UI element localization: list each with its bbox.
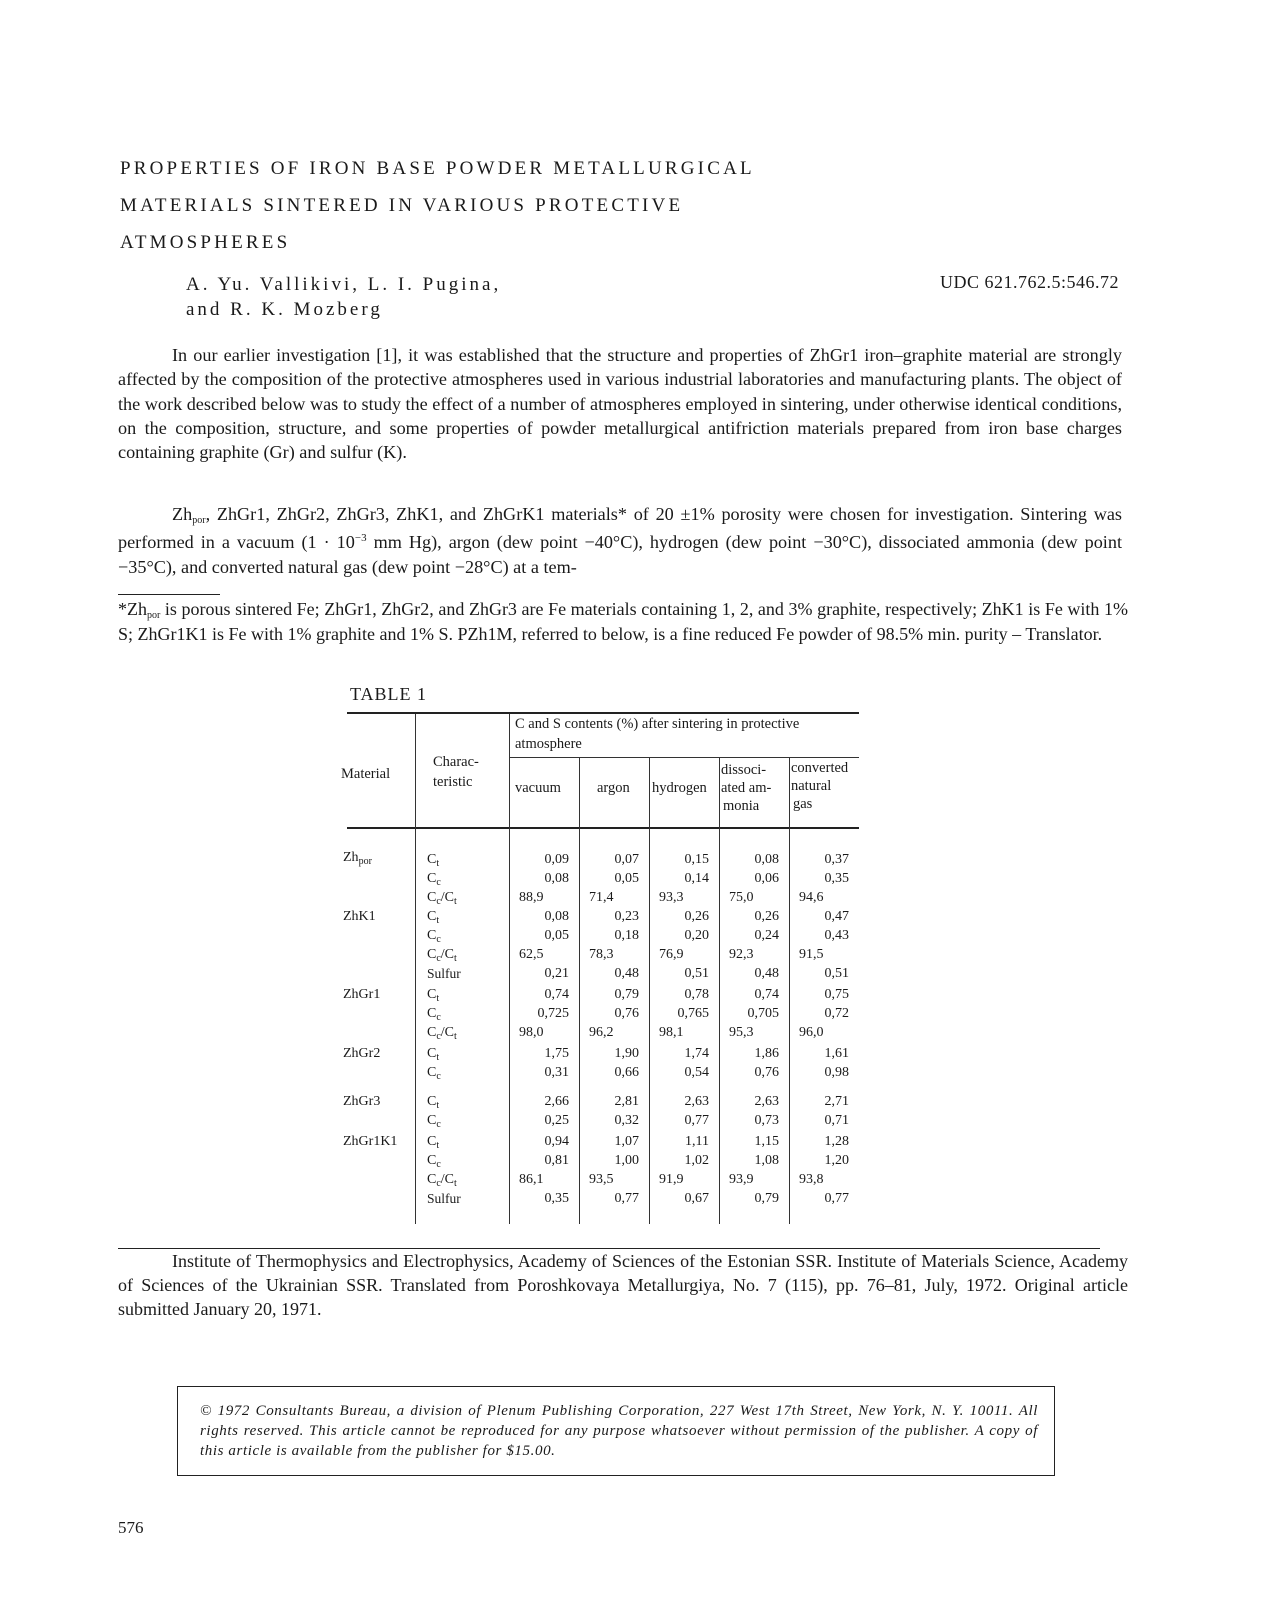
table-value-cell: 93,8 [799,1172,824,1187]
characteristic-subscript: c [436,934,441,945]
table-value-cell: 0,37 [824,852,849,867]
title-line-3: ATMOSPHERES [120,232,291,253]
table-value-cell: 0,77 [684,1113,709,1128]
table-value-cell: 0,06 [754,871,779,886]
characteristic-cell [427,985,439,1004]
material-name: ZhGr1 [343,987,381,1002]
table-value-cell: 93,9 [729,1172,754,1187]
table-value-cell: 0,77 [824,1191,849,1206]
characteristic-subscript: c [436,1031,441,1042]
table-value-cell: 0,79 [614,987,639,1002]
table-value-cell: 0,765 [677,1006,709,1021]
header-dissociated-3: monia [723,798,760,814]
materials-text-b: mm Hg), argon (dew point −40°C), hydrogen (dew point −30°C), dissociated ammonia (dew point −35°C), and converted natural gas (dew point −28°C) at a tem- [118,532,1122,577]
characteristic-cell [427,1170,457,1189]
table-value-cell: 0,14 [684,871,709,886]
header-group-2: atmosphere [515,736,582,752]
characteristic-symbol-2: /C [440,890,455,905]
footnote-lead: *Zh [118,599,147,619]
table-value-cell: 2,71 [824,1094,849,1109]
table-value-cell: 0,73 [754,1113,779,1128]
table-value-cell: 0,54 [684,1065,709,1080]
characteristic-cell [427,964,461,983]
table-value-cell: 0,15 [684,852,709,867]
characteristic-cell [427,1189,461,1208]
characteristic-cell [427,869,441,888]
characteristic-symbol: C [427,1134,437,1149]
table-value-cell: 0,75 [824,987,849,1002]
table-value-cell: 0,31 [544,1065,569,1080]
characteristic-subscript-2: t [454,1178,457,1189]
table-value-cell: 0,48 [754,966,779,981]
header-vacuum: vacuum [515,780,561,796]
author-list [186,272,501,322]
table-value-cell: 86,1 [519,1172,544,1187]
characteristic-subscript: c [436,1178,441,1189]
institute-affiliation: Institute of Thermophysics and Electrophysics, Academy of Sciences of the Estonian SSR. Institute of Materials Science, Academy of Sciences of the Ukrainian SSR. Translated from Poroshkovaya Metallurgiya, No. 7 (115), pp. 76–81, July, 1972. Original article submitted January 20, 1971. [118,1251,1128,1319]
table-value-cell: 93,5 [589,1172,614,1187]
table-value-cell: 91,5 [799,947,824,962]
table-value-cell: 78,3 [589,947,614,962]
table-value-cell: 2,63 [684,1094,709,1109]
characteristic-symbol: C [427,852,437,867]
characteristic-cell [427,1111,441,1130]
table-value-cell: 62,5 [519,947,544,962]
table-value-cell: 0,78 [684,987,709,1002]
header-argon: argon [597,780,630,796]
characteristic-subscript-2: t [454,896,457,907]
characteristic-subscript: c [436,1159,441,1170]
table-header-rule [347,827,859,829]
characteristic-symbol: C [427,1172,437,1187]
characteristic-cell [427,1063,441,1082]
characteristic-subscript-2: t [454,953,457,964]
characteristic-cell [427,850,439,869]
characteristic-symbol-2: /C [440,1025,455,1040]
table-value-cell: 0,76 [614,1006,639,1021]
characteristic-subscript: t [436,1100,440,1111]
table-value-cell: 96,2 [589,1025,614,1040]
table-value-cell: 0,47 [824,909,849,924]
table-value-cell: 0,21 [544,966,569,981]
material-name: Zh [343,850,359,865]
characteristic-cell [427,1004,441,1023]
footnote-rule [118,594,220,595]
characteristic-cell [427,907,439,926]
copyright-notice: © 1972 Consultants Bureau, a division of Plenum Publishing Corporation, 227 West 17th Street, New York, N. Y. 10011. All rights reserved. This article cannot be reproduced for any purpose whatsoever without permission of the publisher. A copy of this article is available from the publisher for $15.00. [200,1403,1038,1459]
table-value-cell: 75,0 [729,890,754,905]
table-value-cell: 0,09 [544,852,569,867]
characteristic-symbol: C [427,987,437,1002]
table-value-cell: 96,0 [799,1025,824,1040]
table-value-cell: 0,72 [824,1006,849,1021]
table-value-cell: 0,43 [824,928,849,943]
characteristic-symbol: C [427,1113,437,1128]
header-hydrogen: hydrogen [652,780,707,796]
table-value-cell: 0,20 [684,928,709,943]
characteristic-symbol: Sulfur [427,1191,461,1206]
footnote [118,597,1128,646]
table-value-cell: 1,75 [544,1046,569,1061]
intro-paragraph: In our earlier investigation [1], it was established that the structure and properties of ZhGr1 iron–graphite material are strongly affected by the composition of the protective atmospheres used in various industrial laboratories and manufacturing plants. The object of the work described below was to study the effect of a number of atmospheres employed in sintering, under otherwise identical conditions, on the composition, structure, and some properties of powder metallurgical antifriction materials prepared from iron base charges containing graphite (Gr) and sulfur (K). [118,345,1122,463]
characteristic-symbol: C [427,1006,437,1021]
materials-paragraph [118,502,1122,579]
table-value-cell: 0,05 [614,871,639,886]
header-material: Material [341,766,391,782]
characteristic-subscript: c [436,1071,441,1082]
table-value-cell: 1,00 [614,1153,639,1168]
title-line-2: MATERIALS SINTERED IN VARIOUS PROTECTIVE [120,195,684,216]
table-value-cell: 76,9 [659,947,684,962]
table-value-cell: 1,74 [684,1046,709,1061]
table-value-cell: 0,32 [614,1113,639,1128]
data-table [341,710,859,1226]
material-name: ZhGr1K1 [343,1134,398,1149]
col-rule-hydrogen [719,758,720,1224]
table-value-cell: 0,08 [754,852,779,867]
characteristic-symbol-2: /C [440,947,455,962]
table-value-cell: 2,66 [544,1094,569,1109]
footnote-text: is porous sintered Fe; ZhGr1, ZhGr2, and ZhGr3 are Fe materials containing 1, 2, and 3% graphite, respectively; ZhK1 is Fe with 1% S; ZhGr1K1 is Fe with 1% graphite and 1% S. PZh1M, referred to below, is a fine reduced Fe powder of 98.5% min. purity – Translator. [118,599,1128,644]
table-value-cell: 88,9 [519,890,544,905]
table-value-cell: 0,23 [614,909,639,924]
table-value-cell: 0,05 [544,928,569,943]
characteristic-cell [427,1151,441,1170]
table-value-cell: 1,02 [684,1153,709,1168]
table-value-cell: 0,48 [614,966,639,981]
table-value-cell: 95,3 [729,1025,754,1040]
materials-text-a: , ZhGr1, ZhGr2, ZhGr3, ZhK1, and ZhGrK1 materials* of 20 ±1% porosity were chosen for investigation. Sintering was performed in a vacuum (1 · 10 [118,504,1122,553]
table-value-cell: 0,51 [824,966,849,981]
table-value-cell: 0,08 [544,871,569,886]
table-value-cell: 0,66 [614,1065,639,1080]
characteristic-symbol-2: /C [440,1172,455,1187]
characteristic-symbol: C [427,947,437,962]
header-dissociated-1: dissoci- [721,762,767,778]
header-converted-2: natural [791,778,832,794]
characteristic-subscript: t [436,1140,440,1151]
table-value-cell: 1,28 [824,1134,849,1149]
table-value-cell: 0,18 [614,928,639,943]
characteristic-cell [427,945,457,964]
table-value-cell: 1,90 [614,1046,639,1061]
characteristic-symbol: C [427,1094,437,1109]
table-value-cell: 0,94 [544,1134,569,1149]
characteristic-cell [427,1092,439,1111]
table-value-cell: 0,71 [824,1113,849,1128]
table-value-cell: 0,74 [754,987,779,1002]
table-value-cell: 1,86 [754,1046,779,1061]
table-value-cell: 0,25 [544,1113,569,1128]
table-value-cell: 0,26 [754,909,779,924]
material-label [343,985,380,1004]
article-title [120,150,1020,261]
material-name: ZhGr2 [343,1046,381,1061]
characteristic-cell [427,888,457,907]
col-rule-argon [649,758,650,1224]
characteristic-symbol: C [427,1153,437,1168]
table-value-cell: 1,61 [824,1046,849,1061]
table-value-cell: 91,9 [659,1172,684,1187]
characteristic-symbol: C [427,1065,437,1080]
characteristic-subscript: t [436,993,440,1004]
table-value-cell: 0,79 [754,1191,779,1206]
characteristic-subscript-2: t [454,1031,457,1042]
material-label [343,1132,397,1151]
table-value-cell: 1,08 [754,1153,779,1168]
table-value-cell: 1,15 [754,1134,779,1149]
characteristic-subscript: c [436,896,441,907]
udc-code: UDC 621.762.5:546.72 [939,272,1119,292]
characteristic-symbol: C [427,909,437,924]
table-label: TABLE 1 [350,684,428,704]
vacuum-exponent: −3 [354,532,367,545]
col-rule-dissociated [789,758,790,1224]
page-number: 576 [118,1518,144,1537]
characteristic-symbol: Sulfur [427,966,461,981]
authors-line-2: and R. K. Mozberg [186,299,383,320]
footnote-por-subscript: por [147,610,161,621]
table-value-cell: 0,76 [754,1065,779,1080]
table-value-cell: 71,4 [589,890,614,905]
characteristic-subscript: t [436,858,440,869]
material-label [343,848,372,867]
copyright-box [177,1386,1055,1476]
table-value-cell: 0,24 [754,928,779,943]
table-value-cell: 1,07 [614,1134,639,1149]
characteristic-symbol: C [427,928,437,943]
header-characteristic-2: teristic [433,774,473,790]
characteristic-symbol: C [427,871,437,886]
table-value-cell: 2,81 [614,1094,639,1109]
characteristic-subscript: t [436,915,440,926]
table-value-cell: 0,98 [824,1065,849,1080]
por-subscript: por [192,515,206,526]
table-value-cell: 0,35 [824,871,849,886]
table-value-cell: 0,67 [684,1191,709,1206]
characteristic-symbol: C [427,1046,437,1061]
header-group-1: C and S contents (%) after sintering in protective [515,716,800,732]
header-converted-1: converted [791,760,849,776]
characteristic-cell [427,926,441,945]
material-name: ZhK1 [343,909,376,924]
material-name: ZhGr3 [343,1094,381,1109]
characteristic-subscript: c [436,1119,441,1130]
material-label [343,1044,380,1063]
table-value-cell: 98,1 [659,1025,684,1040]
table-value-cell: 0,77 [614,1191,639,1206]
characteristic-symbol: C [427,1025,437,1040]
table-value-cell: 0,81 [544,1153,569,1168]
characteristic-cell [427,1023,457,1042]
characteristic-subscript: c [436,877,441,888]
header-dissociated-2: ated am- [721,780,772,796]
table-value-cell: 98,0 [519,1025,544,1040]
title-line-1: PROPERTIES OF IRON BASE POWDER METALLURGICAL [120,158,755,179]
characteristic-symbol: C [427,890,437,905]
material-label [343,1092,380,1111]
characteristic-cell [427,1044,439,1063]
characteristic-subscript: t [436,1052,440,1063]
table-value-cell: 0,705 [747,1006,779,1021]
table-value-cell: 0,26 [684,909,709,924]
header-converted-3: gas [793,796,813,812]
zh-label: Zh [172,504,193,524]
table-value-cell: 0,35 [544,1191,569,1206]
characteristic-subscript: c [436,953,441,964]
table-value-cell: 0,08 [544,909,569,924]
material-subscript: por [358,856,372,867]
table-value-cell: 1,11 [685,1134,709,1149]
table-value-cell: 0,725 [537,1006,569,1021]
table-value-cell: 1,20 [824,1153,849,1168]
authors-line-1: A. Yu. Vallikivi, L. I. Pugina, [186,274,502,295]
table-value-cell: 0,74 [544,987,569,1002]
material-label [343,907,376,926]
table-value-cell: 94,6 [799,890,824,905]
table-value-cell: 93,3 [659,890,684,905]
characteristic-subscript: c [436,1012,441,1023]
col-rule-material [415,714,416,1224]
col-rule-characteristic [509,714,510,1224]
table-value-cell: 0,07 [614,852,639,867]
col-rule-vacuum [579,758,580,1224]
table-value-cell: 2,63 [754,1094,779,1109]
header-characteristic-1: Charac- [433,754,479,770]
table-value-cell: 92,3 [729,947,754,962]
characteristic-cell [427,1132,439,1151]
table-value-cell: 0,51 [684,966,709,981]
